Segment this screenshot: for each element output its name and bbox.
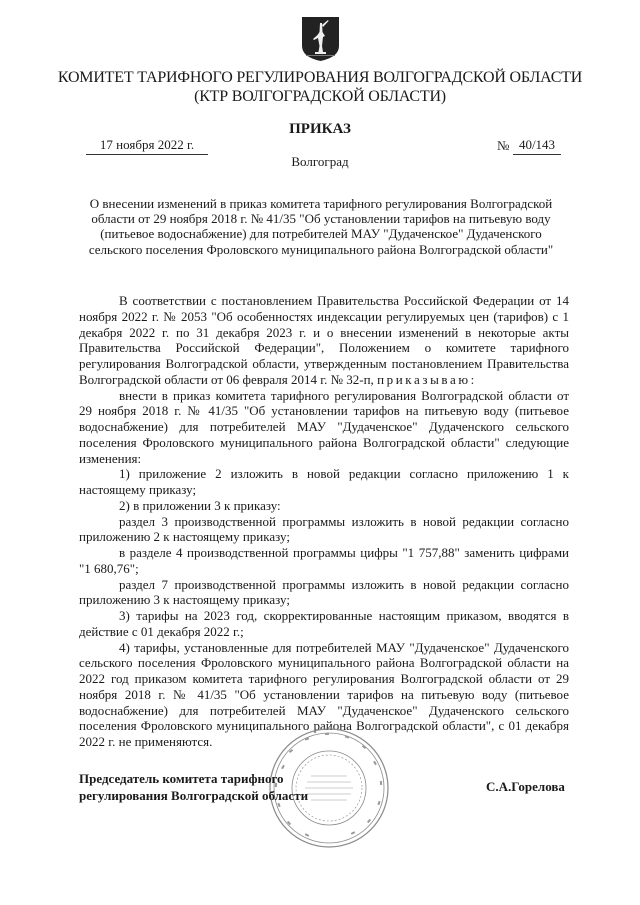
document-title: ПРИКАЗ — [289, 121, 351, 137]
body-paragraph: раздел 3 производственной программы изложить в новой редакции согласно приложению 2 к настоящему приказу; — [79, 513, 569, 545]
body-paragraph — [79, 293, 569, 388]
signatory-position-line: Председатель комитета тарифного — [79, 771, 284, 786]
order-word: приказываю: — [377, 371, 477, 387]
order-body — [79, 293, 569, 750]
body-paragraph: 1) приложение 2 изложить в новой редакции согласно приложению 1 к настоящему приказу; — [79, 466, 569, 497]
signatory-position-line: регулирования Волгоградской области — [79, 788, 309, 803]
body-paragraph: раздел 7 производственной программы изложить в новой редакции согласно приложению 3 к настоящему приказу; — [79, 576, 569, 608]
order-city: Волгоград — [291, 154, 349, 169]
organization-short-name: (КТР ВОЛГОГРАДСКОЙ ОБЛАСТИ) — [194, 88, 446, 105]
order-number-sign: № — [497, 138, 510, 153]
signatory-position — [79, 770, 308, 804]
organization-name: КОМИТЕТ ТАРИФНОГО РЕГУЛИРОВАНИЯ ВОЛГОГРАДСКОЙ ОБЛАСТИ — [57, 69, 583, 86]
order-subject: О внесении изменений в приказ комитета тарифного регулирования Волгоградской области от 29 ноября 2018 г. № 41/35 "Об установлении тарифов на питьевую воду (питьевое водоснабжение) для потребителей МАУ "Дудаченское" Дудаченского сельского поселения Фроловского муниципального района Волгоградской области" — [88, 196, 554, 257]
order-date: 17 ноября 2022 г. — [86, 137, 208, 155]
body-paragraph: внести в приказ комитета тарифного регулирования Волгоградской области от 29 ноября 2018 г. № 41/35 "Об установлении тарифов на питьевую воду (питьевое водоснабжение) для потребителей МАУ "Дудаченское" Дудаченского сельского поселения Фроловского муниципального района Волгоградской области" следующие изменения: — [79, 387, 569, 466]
volgograd-coat-of-arms-icon — [301, 16, 340, 62]
body-paragraph: 2) в приложении 3 к приказу: — [119, 497, 281, 513]
body-paragraph: в разделе 4 производственной программы цифры "1 757,88" заменить цифрами "1 680,76"; — [79, 545, 569, 576]
body-paragraph: 4) тарифы, установленные для потребителей МАУ "Дудаченское" Дудаченского сельского поселения Фроловского муниципального района Волгоградской области на 2022 год приказом комитета тарифного регулирования Волгоградской области от 29 ноября 2018 г. № 41/35 "Об установлении тарифов на питьевую воду (питьевое водоснабжение) для потребителей МАУ "Дудаченское" Дудаченского сельского поселения Фроловского муниципального района Волгоградской области", с 01 декабря 2022 г. не применяются. — [79, 639, 569, 749]
preamble-text: В соответствии с постановлением Правительства Российской Федерации от 14 ноября 2022 г. № 2053 "Об особенностях индексации регулируемых цен (тарифов) с 1 декабря 2022 г. по 31 декабря 2023 г. и о внесении изменений в некоторые акты Правительства Российской Федерации", Положением о комитете тарифного регулирования Волгоградской области, утвержденным постановлением Правительства Волгоградской области от 06 февраля 2014 г. № 32-п, — [79, 293, 569, 387]
body-paragraph: 3) тарифы на 2023 год, скорректированные настоящим приказом, вводятся в действие с 01 декабря 2022 г.; — [79, 608, 569, 639]
order-number: 40/143 — [513, 137, 561, 155]
signatory-name: С.А.Горелова — [486, 779, 565, 794]
